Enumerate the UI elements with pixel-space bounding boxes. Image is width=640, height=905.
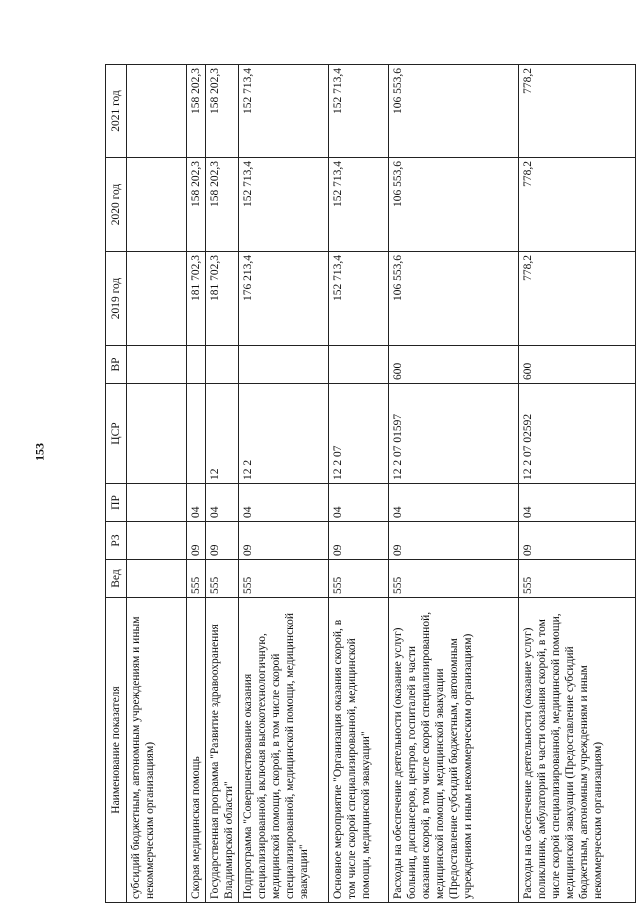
column-header: 2019 год bbox=[106, 252, 127, 346]
column-header: 2020 год bbox=[106, 158, 127, 252]
amount-2021: 152 713,4 bbox=[329, 65, 389, 158]
pr-cell: 04 bbox=[206, 484, 239, 522]
column-header: ПР bbox=[106, 484, 127, 522]
rz-cell: 09 bbox=[206, 522, 239, 560]
amount-2020: 152 713,4 bbox=[239, 158, 329, 252]
amount-2020: 778,2 bbox=[519, 158, 636, 252]
amount-2019: 152 713,4 bbox=[329, 252, 389, 346]
rz-cell: 09 bbox=[519, 522, 636, 560]
amount-2020: 158 202,3 bbox=[206, 158, 239, 252]
indicator-name: Расходы на обеспечение деятельности (оказание услуг) поликлиник, амбулаторий в части оказания скорой, в том числе скорой специализированной, медицинской помощи, медицинской эвакуации (Предоставление субсидий бюджетным, автономным учреждениям и иным некоммерческим организациям) bbox=[519, 598, 636, 903]
indicator-name: Расходы на обеспечение деятельности (оказание услуг) больниц, диспансеров, центров, госпиталей в части оказания скорой, в том числе скорой специализированной, медицинской помощи, медицинской эвакуации (Предоставление субсидий бюджетным, автономным учреждениям и иным некоммерческим организациям) bbox=[389, 598, 519, 903]
pr-cell: 04 bbox=[389, 484, 519, 522]
csr-cell: 12 2 07 bbox=[329, 384, 389, 484]
vr-cell bbox=[329, 346, 389, 384]
amount-2019: 778,2 bbox=[519, 252, 636, 346]
amount-2020: 152 713,4 bbox=[329, 158, 389, 252]
ved-cell: 555 bbox=[329, 560, 389, 598]
ved-cell: 555 bbox=[389, 560, 519, 598]
indicator-name: Основное мероприятие "Организация оказания скорой, в том числе скорой специализированной, медицинской помощи, медицинской эвакуации" bbox=[329, 598, 389, 903]
table-row bbox=[329, 65, 389, 903]
rz-cell bbox=[127, 522, 187, 560]
pr-cell: 04 bbox=[187, 484, 206, 522]
csr-cell: 12 2 07 01597 bbox=[389, 384, 519, 484]
table-row bbox=[206, 65, 239, 903]
rotated-table-container bbox=[105, 65, 604, 903]
indicator-name: субсидий бюджетным, автономным учреждениям и иным некоммерческим организациям) bbox=[127, 598, 187, 903]
ved-cell: 555 bbox=[519, 560, 636, 598]
amount-2020 bbox=[127, 158, 187, 252]
amount-2019: 181 702,3 bbox=[187, 252, 206, 346]
pr-cell bbox=[127, 484, 187, 522]
amount-2021: 106 553,6 bbox=[389, 65, 519, 158]
vr-cell bbox=[239, 346, 329, 384]
amount-2021 bbox=[127, 65, 187, 158]
ved-cell: 555 bbox=[239, 560, 329, 598]
table-row bbox=[389, 65, 519, 903]
indicator-name: Государственная программа "Развитие здравоохранения Владимирской области" bbox=[206, 598, 239, 903]
column-header: Наименование показателя bbox=[106, 598, 127, 903]
column-header: РЗ bbox=[106, 522, 127, 560]
vr-cell: 600 bbox=[389, 346, 519, 384]
vr-cell: 600 bbox=[519, 346, 636, 384]
vr-cell bbox=[206, 346, 239, 384]
amount-2020: 106 553,6 bbox=[389, 158, 519, 252]
rz-cell: 09 bbox=[239, 522, 329, 560]
table-header-row bbox=[106, 65, 127, 903]
page-number: 153 bbox=[32, 443, 47, 461]
ved-cell: 555 bbox=[206, 560, 239, 598]
indicator-name: Скорая медицинская помощь bbox=[187, 598, 206, 903]
rz-cell: 09 bbox=[389, 522, 519, 560]
amount-2021: 778,2 bbox=[519, 65, 636, 158]
column-header: Вед bbox=[106, 560, 127, 598]
table-row bbox=[239, 65, 329, 903]
amount-2021: 152 713,4 bbox=[239, 65, 329, 158]
csr-cell bbox=[187, 384, 206, 484]
rz-cell: 09 bbox=[187, 522, 206, 560]
amount-2020: 158 202,3 bbox=[187, 158, 206, 252]
column-header: 2021 год bbox=[106, 65, 127, 158]
csr-cell bbox=[127, 384, 187, 484]
csr-cell: 12 bbox=[206, 384, 239, 484]
amount-2021: 158 202,3 bbox=[206, 65, 239, 158]
amount-2019: 106 553,6 bbox=[389, 252, 519, 346]
table-row bbox=[127, 65, 187, 903]
amount-2021: 158 202,3 bbox=[187, 65, 206, 158]
amount-2019: 176 213,4 bbox=[239, 252, 329, 346]
vr-cell bbox=[187, 346, 206, 384]
pr-cell: 04 bbox=[519, 484, 636, 522]
csr-cell: 12 2 bbox=[239, 384, 329, 484]
ved-cell bbox=[127, 560, 187, 598]
table-row bbox=[519, 65, 636, 903]
amount-2019: 181 702,3 bbox=[206, 252, 239, 346]
column-header: ЦСР bbox=[106, 384, 127, 484]
ved-cell: 555 bbox=[187, 560, 206, 598]
pr-cell: 04 bbox=[329, 484, 389, 522]
vr-cell bbox=[127, 346, 187, 384]
pr-cell: 04 bbox=[239, 484, 329, 522]
indicator-name: Подпрограмма "Совершенствование оказания специализированной, включая высокотехнологичную, медицинской помощи, скорой, в том числе скорой специализированной, медицинской помощи, медицинской эвакуации" bbox=[239, 598, 329, 903]
table-row bbox=[187, 65, 206, 903]
column-header: ВР bbox=[106, 346, 127, 384]
amount-2019 bbox=[127, 252, 187, 346]
csr-cell: 12 2 07 02592 bbox=[519, 384, 636, 484]
budget-table bbox=[105, 64, 636, 903]
rz-cell: 09 bbox=[329, 522, 389, 560]
